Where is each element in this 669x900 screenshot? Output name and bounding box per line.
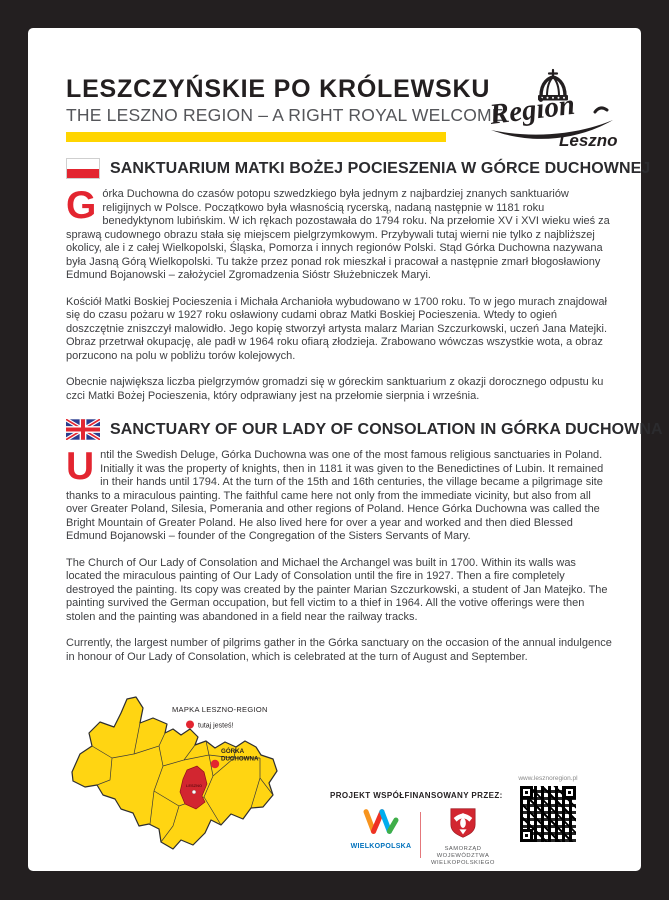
leszno-city-dot	[192, 790, 196, 794]
region-map	[64, 696, 296, 869]
dropcap-u: U	[66, 445, 95, 488]
page-title: LESZCZYŃSKIE PO KRÓLEWSKU	[66, 75, 491, 103]
polish-paragraph-3: Obecnie największa liczba pielgrzymów gromadzi się w góreckim sanktuarium z okazji dorocznego odpustu ku czci Matki Bożej Pocieszenia, który odprawiany jest na przełomie sierpnia i września.	[66, 376, 604, 402]
map-title: MAPKA LESZNO-REGION	[172, 705, 268, 714]
uk-flag-icon	[66, 419, 100, 440]
samorzad-logo	[428, 808, 498, 867]
section-heading-polish	[66, 158, 651, 179]
samorzad-label: SAMORZĄD WOJEWÓDZTWA WIELKOPOLSKIEGO	[431, 846, 495, 866]
wielkopolska-label: WIELKOPOLSKA	[350, 843, 412, 850]
logo-word-region: Region	[487, 88, 577, 131]
map-legend-label: tutaj jesteś!	[198, 722, 234, 730]
polish-paragraph-1-text: órka Duchowna do czasów potopu szwedzkiego była jednym z najbardziej znanych sanktuariów religijnych w Polsce. Początkowo była własnością rycerską, nadaną następnie w 1181 roku benedyktynom lubińskim. W ich rękach pozostawała do 1794 roku. Na przełomie XV i XVI wieku wieś za sprawą cudownego obrazu stała się miejscem pielgrzymkowym. Przybywali tutaj wierni nie tylko z najbliższej okolicy, ale i z całej Wielkopolski, Śląska, Pomorza i innych regionów Polski. Stąd Górka Duchowna nazywana była Jasną Górą Wielkopolski. Tu także przez ponad rok mieszkał i pracował a następnie zmarł błogosławiony Edmund Bojanowski – założyciel Zgromadzenia Sióstr Służebniczek Maryi.	[66, 188, 610, 281]
english-section-title: SANCTUARY OF OUR LADY OF CONSOLATION IN GÓRKA DUCHOWNA	[110, 420, 663, 438]
dropcap-g: G	[66, 184, 97, 227]
legend-dot-icon	[186, 721, 194, 729]
wielkopolska-coat-of-arms-icon	[450, 808, 476, 838]
gorka-duchowna-marker-dot	[211, 760, 219, 768]
website-url: www.lesznoregion.pl	[518, 775, 578, 782]
english-paragraph-2: The Church of Our Lady of Consolation and Michael the Archangel was built in 1700. Within its walls was located the miraculous painting of Our Lady of Consolation until the fire in 1927. Then a fire completely destroyed the painting. Its copy was created by the painter Marian Szczurkowski, a student of Jan Matejko. The painting survived the German occupation, but fell victim to a thief in 1964. All the votive offerings were then stolen and the painting was abandoned in a field near the railway tracks.	[66, 556, 608, 623]
polish-paragraph-1	[66, 184, 612, 283]
map-city-label: LESZNO	[185, 783, 203, 788]
poster	[28, 28, 663, 871]
english-paragraph-1	[66, 445, 612, 544]
page-subtitle: THE LESZNO REGION – A RIGHT ROYAL WELCOME	[66, 105, 504, 125]
english-paragraph-1-text: ntil the Swedish Deluge, Górka Duchowna was one of the most famous religious sanctuaries in Poland. Initially it was the property of knights, then in 1181 it was given to the Benedictines of Lubin. It remained in their hands until 1794. At the turn of the 15th and 16th centuries, the village became a pilgrimage site thanks to a miraculous painting. The faithful came here not only from the immediate vicinity, but also from all over Greater Poland, Silesia, Pomerania and other regions of Poland. Hence Górka Duchowna was called the Bright Mountain of Greater Poland. He also lived here for over a year and worked and then died Blessed Edmund Bojanowski – founder of the Congregation of the Sisters Servants of Mary.	[66, 449, 604, 542]
poland-flag-icon	[66, 158, 100, 179]
yellow-accent-bar	[66, 132, 446, 142]
qr-finder-icon	[563, 786, 576, 799]
section-heading-english	[66, 419, 663, 440]
funding-label: PROJEKT WSPÓŁFINANSOWANY PRZEZ:	[330, 791, 503, 800]
map-outline	[72, 697, 277, 849]
map-marker-label-line2: DUCHOWNA	[221, 755, 259, 763]
footer-divider	[420, 812, 421, 858]
wielkopolska-logo	[346, 808, 416, 850]
logo-word-leszno: Leszno	[559, 131, 617, 150]
qr-finder-icon	[520, 829, 533, 842]
polish-paragraph-2: Kościół Matki Boskiej Pocieszenia i Michała Archanioła wybudowano w 1700 roku. To w jego murach znajdował się do czasu pożaru w 1927 roku osławiony cudami obraz Matki Boskiej Pocieszenia. Wtedy to ogień doszczętnie zniszczył malowidło. Jego kopię stworzył artysta malarz Marian Szczurkowski, uczeń Jana Matejki. Obraz przetrwał okupację, ale padł w 1964 roku ofiarą złodzieja. Zrabowano wówczas wszystkie wota, a obraz porzucono na polu w pobliżu torów kolejowych.	[66, 295, 608, 362]
region-leszno-logo	[487, 66, 617, 155]
qr-finder-icon	[520, 786, 533, 799]
wielkopolska-w-icon	[359, 808, 403, 836]
header	[66, 76, 504, 142]
english-paragraph-3: Currently, the largest number of pilgrims gather in the Górka sanctuary on the occasion of the annual indulgence in honour of Our Lady of Consolation, which is celebrated at the turn of August and September.	[66, 637, 612, 663]
map-marker-label-line1: GÓRKA	[221, 748, 245, 755]
qr-code	[520, 786, 576, 842]
crown-icon	[487, 66, 617, 150]
content	[66, 158, 663, 677]
polish-section-title: SANKTUARIUM MATKI BOŻEJ POCIESZENIA W GÓRCE DUCHOWNEJ	[110, 159, 651, 177]
